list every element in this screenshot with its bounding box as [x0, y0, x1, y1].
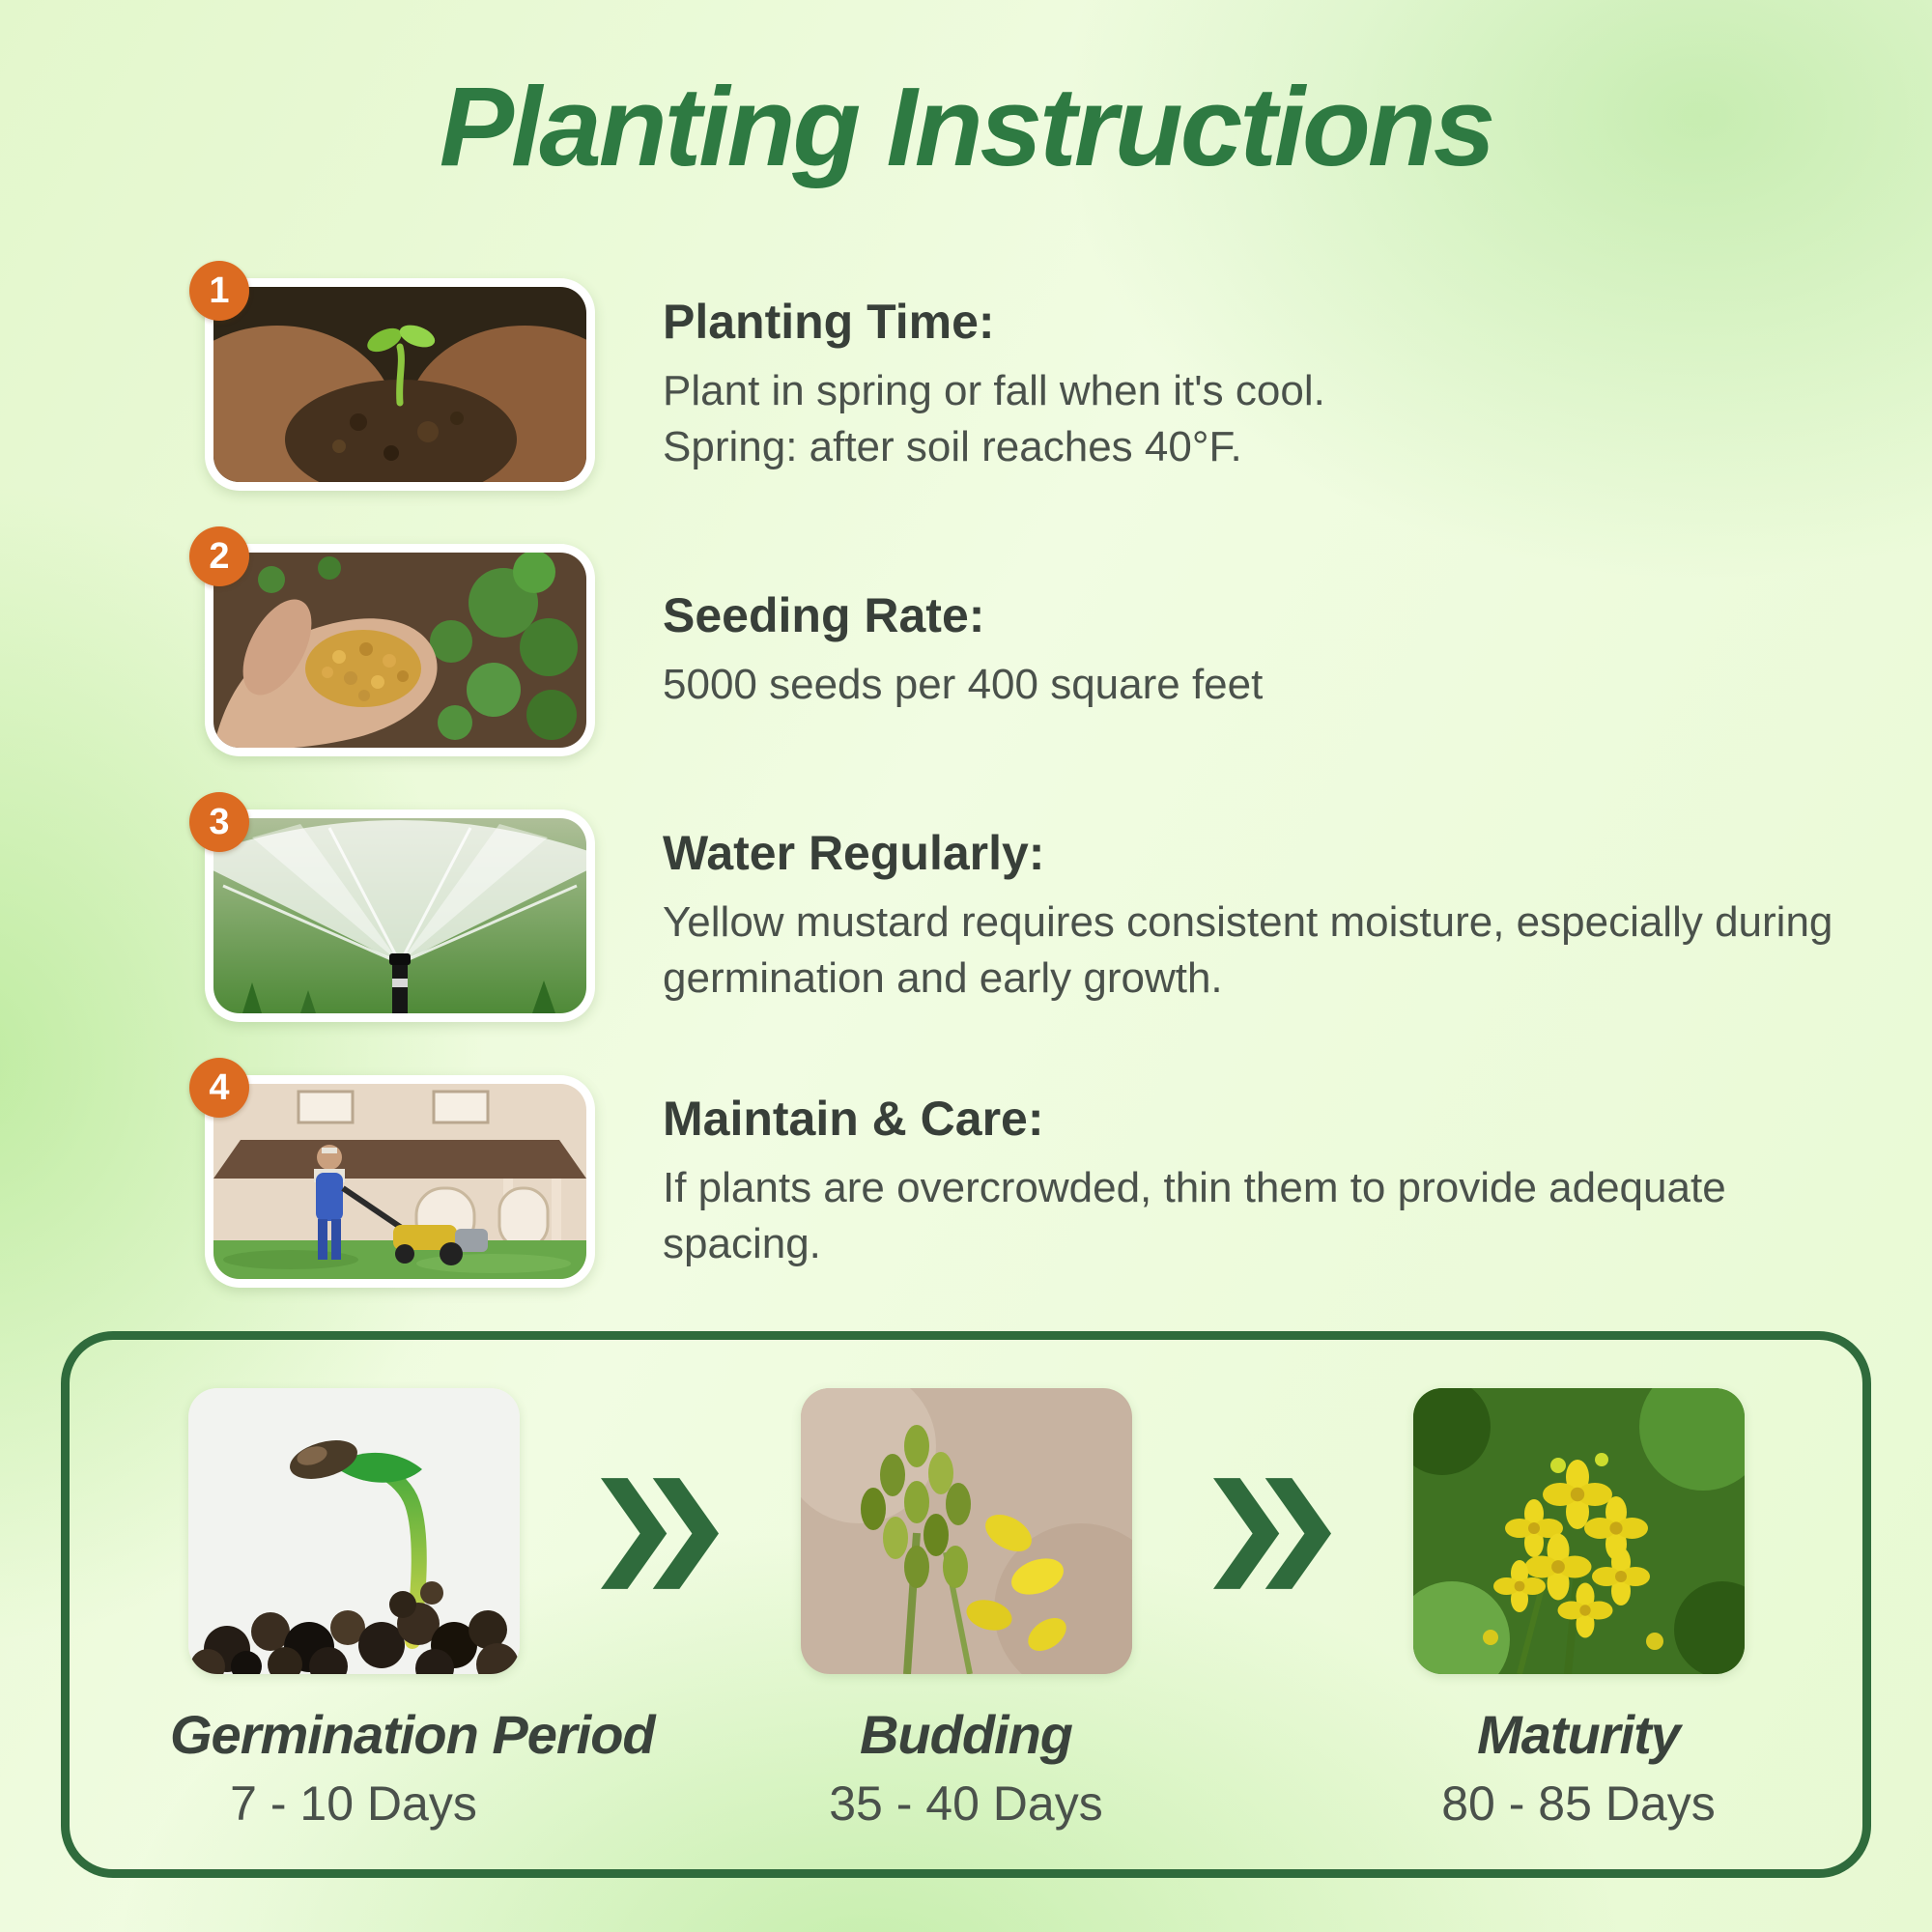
stage-label: Budding	[859, 1704, 1073, 1765]
step-text	[663, 294, 1880, 475]
step-body	[663, 363, 1880, 475]
step-row-maintain-care	[205, 1066, 1880, 1288]
germinating-seedling-photo	[188, 1388, 520, 1674]
step-number-badge: 2	[189, 526, 249, 586]
sprinkler-photo	[213, 818, 586, 1013]
step-text	[663, 1091, 1880, 1272]
step-text	[663, 825, 1880, 1007]
step-body	[663, 657, 1880, 713]
steps-section	[205, 270, 1880, 1341]
man-mowing-lawn-photo	[213, 1084, 586, 1279]
stage-duration: 35 - 40 Days	[829, 1776, 1103, 1831]
step-text	[663, 587, 1880, 713]
step-heading: Water Regularly:	[663, 825, 1045, 880]
double-chevron-icon	[601, 1478, 719, 1589]
hand-holding-seeds-photo	[213, 553, 586, 748]
step-number-badge: 4	[189, 1058, 249, 1118]
step-body-line: Yellow mustard requires consistent moisture, especially during germination and early growth.	[663, 897, 1833, 1002]
stage-maturity	[1395, 1388, 1762, 1832]
step-photo-frame	[205, 535, 595, 756]
step-number-badge: 3	[189, 792, 249, 852]
step-body-line: 5000 seeds per 400 square feet	[663, 660, 1264, 708]
step-photo-frame	[205, 1066, 595, 1288]
step-row-seeding-rate	[205, 535, 1880, 756]
double-chevron-icon	[1213, 1478, 1331, 1589]
growth-timeline-box	[61, 1331, 1871, 1878]
stage-budding	[782, 1388, 1150, 1832]
step-heading: Maintain & Care:	[663, 1091, 1044, 1146]
mustard-buds-photo	[801, 1388, 1132, 1674]
stage-duration: 7 - 10 Days	[230, 1776, 477, 1831]
step-body	[663, 895, 1880, 1007]
stage-duration: 80 - 85 Days	[1441, 1776, 1716, 1831]
step-body-line: If plants are overcrowded, thin them to provide adequate spacing.	[663, 1163, 1726, 1267]
step-row-planting-time	[205, 270, 1880, 491]
step-photo-frame	[205, 270, 595, 491]
stage-photo-frame	[188, 1388, 520, 1674]
yellow-mustard-flowers-photo	[1413, 1388, 1745, 1674]
step-body-line: Spring: after soil reaches 40°F.	[663, 423, 1242, 470]
step-number-badge: 1	[189, 261, 249, 321]
stage-label: Maturity	[1477, 1704, 1680, 1765]
step-row-water-regularly	[205, 801, 1880, 1022]
hands-holding-soil-seedling-photo	[213, 287, 586, 482]
step-body	[663, 1160, 1880, 1272]
page-title: Planting Instructions	[439, 64, 1493, 189]
step-heading: Planting Time:	[663, 294, 995, 349]
stage-germination	[170, 1388, 655, 1832]
step-photo-frame	[205, 801, 595, 1022]
stage-photo-frame	[1413, 1388, 1745, 1674]
stage-photo-frame	[801, 1388, 1132, 1674]
stage-label: Germination Period	[170, 1704, 655, 1765]
step-body-line: Plant in spring or fall when it's cool.	[663, 366, 1325, 414]
step-heading: Seeding Rate:	[663, 587, 985, 642]
